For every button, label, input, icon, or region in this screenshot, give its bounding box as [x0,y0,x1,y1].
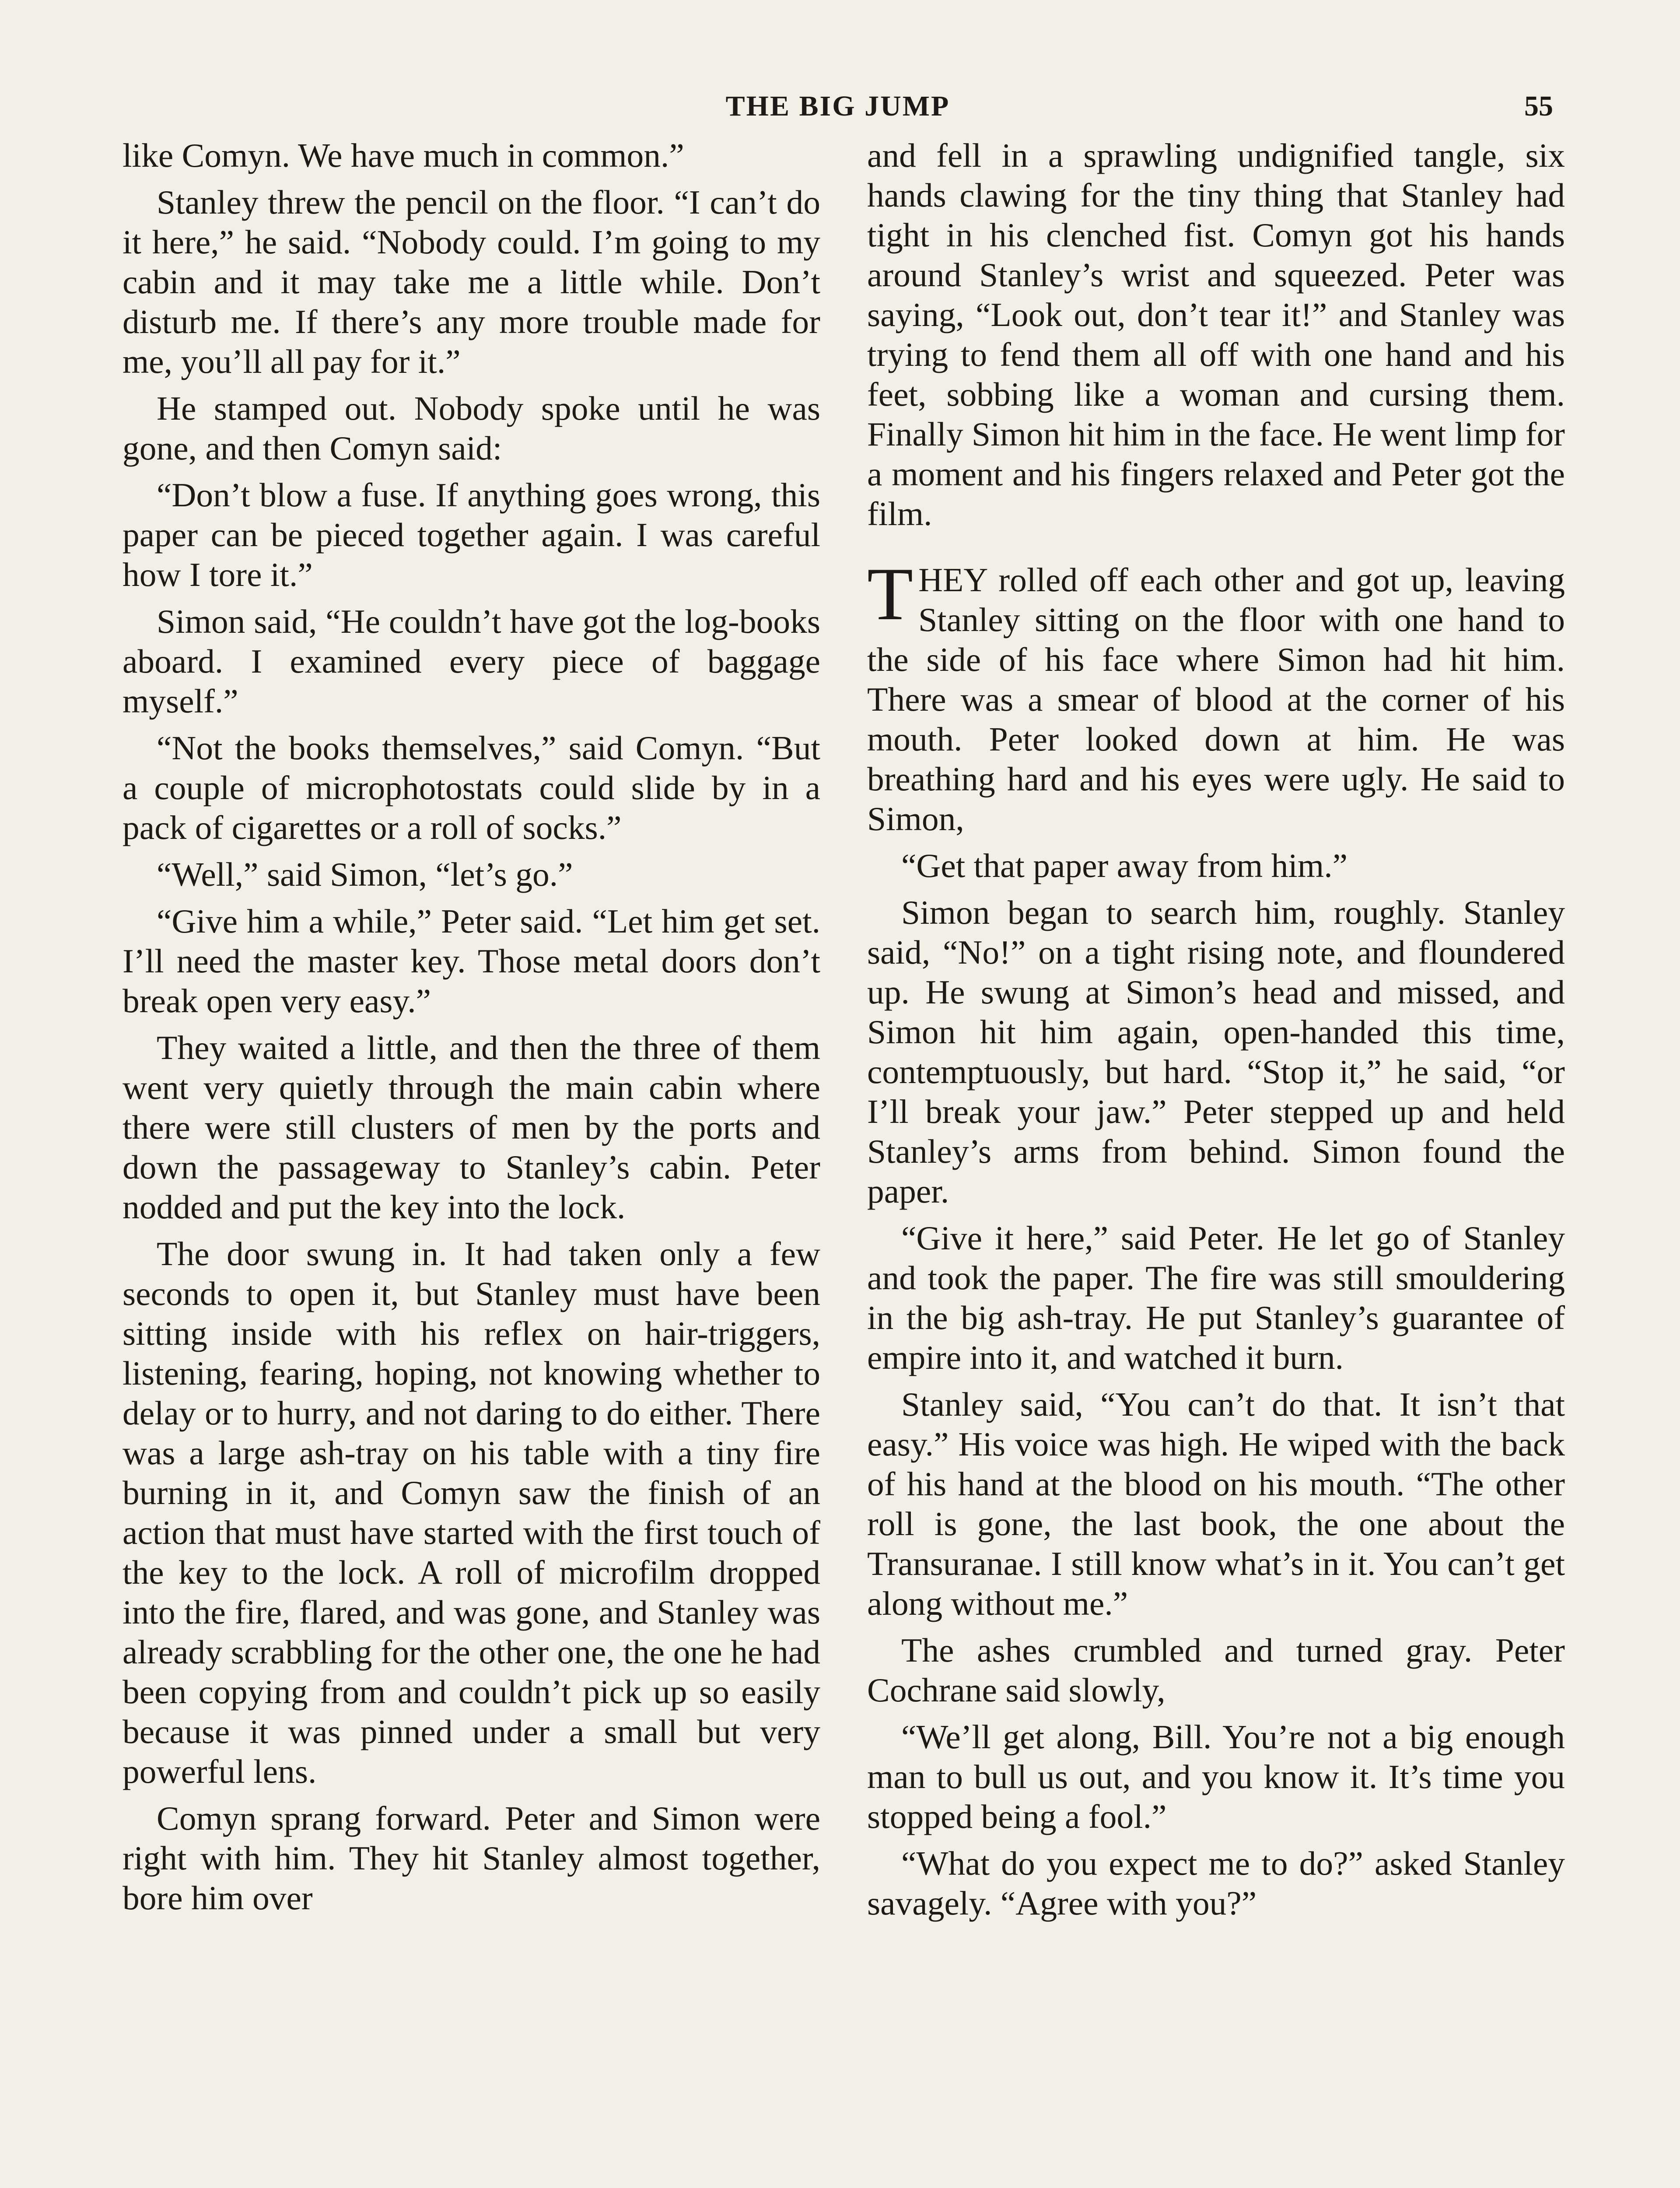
section-opening-paragraph [867,553,1565,839]
paragraph: Simon began to search him, roughly. Stanley said, “No!” on a tight rising note, and floundered up. He swung at Simon’s head and missed, and Simon hit him again, open-handed this time, contemptuously, but hard. “Stop it,” he said, “or I’ll break your jaw.” Peter stepped up and held Stanley’s arms from behind. Simon found the paper. [867,894,1565,1210]
paragraph: “Don’t blow a fuse. If anything goes wrong, this paper can be pieced together again. I was careful how I tore it.” [122,476,820,593]
drop-cap: T [867,553,914,636]
paragraph: “We’ll get along, Bill. You’re not a big enough man to bull us out, and you know it. It’s time you stopped being a fool.” [867,1718,1565,1835]
paragraph: “Well,” said Simon, “let’s go.” [157,856,573,893]
page-number: 55 [1524,90,1553,122]
paragraph: “Give it here,” said Peter. He let go of Stanley and took the paper. The fire was still smouldering in the big ash-tray. He put Stanley’s guarantee of empire into it, and watched it burn. [867,1219,1565,1376]
page-header [122,90,1553,129]
paragraph-text: HEY rolled off each other and got up, leaving Stanley sitting on the floor with one hand to the side of his face where Simon had hit him. There was a smear of blood at the corner of his mouth. Peter looked down at him. He was breathing hard and his eyes were ugly. He said to Simon, [867,561,1565,838]
paragraph: The ashes crumbled and turned gray. Peter Cochrane said slowly, [867,1631,1565,1709]
left-column [122,136,820,1925]
paragraph: Simon said, “He couldn’t have got the log-books aboard. I examined every piece of baggage myself.” [122,603,820,720]
paragraph: like Comyn. We have much in common.” [122,137,684,174]
paragraph: Stanley threw the pencil on the floor. “I can’t do it here,” he said. “Nobody could. I’m going to my cabin and it may take me a little while. Don’t disturb me. If there’s any more trouble made for me, you’ll all pay for it.” [122,183,820,380]
right-column [867,136,1565,1930]
paragraph: “Not the books themselves,” said Comyn. “But a couple of microphotostats could slide by in a pack of cigarettes or a roll of socks.” [122,729,820,846]
paragraph: “What do you expect me to do?” asked Stanley savagely. “Agree with you?” [867,1844,1565,1922]
paragraph: Comyn sprang forward. Peter and Simon were right with him. They hit Stanley almost together, bore him over [122,1799,820,1917]
paragraph: and fell in a sprawling undignified tangle, six hands clawing for the tiny thing that Stanley had tight in his clenched fist. Comyn got his hands around Stanley’s wrist and squeezed. Peter was saying, “Look out, don’t tear it!” and Stanley was trying to fend them all off with one hand and his feet, sobbing like a woman and cursing them. Finally Simon hit him in the face. He went limp for a moment and his fingers relaxed and Peter got the film. [867,137,1565,533]
paragraph: He stamped out. Nobody spoke until he was gone, and then Comyn said: [122,389,820,467]
paragraph: Stanley said, “You can’t do that. It isn’t that easy.” His voice was high. He wiped with the back of his hand at the blood on his mouth. “The other roll is gone, the last book, the one about the Transuranae. I still know what’s in it. You can’t get along without me.” [867,1385,1565,1622]
running-title: THE BIG JUMP [725,90,950,122]
paragraph: They waited a little, and then the three of them went very quietly through the main cabin where there were still clusters of men by the ports and down the passageway to Stanley’s cabin. Peter nodded and put the key into the lock. [122,1029,820,1226]
paragraph: “Get that paper away from him.” [901,847,1348,884]
paragraph: “Give him a while,” Peter said. “Let him get set. I’ll need the master key. Those metal doors don’t break open very easy.” [122,902,820,1020]
paragraph: The door swung in. It had taken only a few seconds to open it, but Stanley must have been sitting inside with his reflex on hair-triggers, listening, fearing, hoping, not knowing whether to delay or to hurry, and not daring to do either. There was a large ash-tray on his table with a tiny fire burning in it, and Comyn saw the finish of an action that must have started with the first touch of the key to the lock. A roll of microfilm dropped into the fire, flared, and was gone, and Stanley was already scrabbling for the other one, the one he had been copying from and couldn’t pick up so easily because it was pinned under a small but very powerful lens. [122,1235,820,1790]
